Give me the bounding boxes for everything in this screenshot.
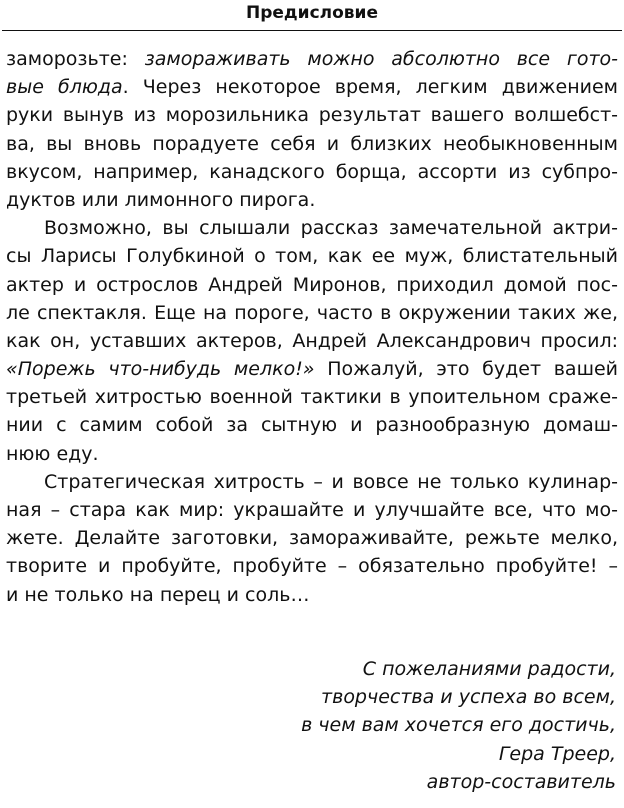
header-rule [2,30,622,31]
text-line: нии с самим собой за сытную и разнообразную домаш- [6,414,618,437]
closing-signature [16,655,616,796]
text-line: ная – стара как мир: украшайте и улучшайте все, что мо- [6,499,618,521]
italic-phrase: вые блюда [6,76,123,99]
text-line: Возможно, вы слышали рассказ замечательной актри- [44,217,618,240]
text-line: вкусом, например, канадского борща, ассорти из субпро- [6,160,618,183]
closing-line: С пожеланиями радости, [362,658,616,680]
text-line: заморозьте: замораживать можно абсолютно все гото- [6,48,618,70]
paragraph-1 [6,45,618,214]
italic-quote: «Порежь что-нибудь мелко!» [6,358,315,381]
text-line: «Порежь что-нибудь мелко!» Пожалуй, это будет вашей [6,358,618,381]
text-line: жете. Делайте заготовки, замораживайте, режьте мелко, [6,527,618,550]
italic-phrase: замораживать можно абсолютно все гото- [144,48,618,70]
text-line: сы Ларисы Голубкиной о том, как ее муж, блистательный [6,245,618,268]
text-line: руки вынув из морозильника результат вашего волшебст- [6,104,618,127]
text-line: актер и острослов Андрей Миронов, приходил домой пос- [6,273,618,296]
paragraph-2 [6,214,618,468]
text-line: и не только на перец и соль… [6,583,310,606]
closing-line: в чем вам хочется его достичь, [301,714,616,737]
text-line: ле спектакля. Еще на пороге, часто в окружении таких же, [6,301,618,324]
author-role: автор-составитель [426,770,616,793]
text-line: третьей хитростью военной тактики в упоительном сраже- [6,386,618,409]
running-head: Предисловие [246,3,378,23]
text-line: творите и пробуйте, пробуйте – обязательно пробуйте! – [6,555,618,578]
text-line: дуктов или лимонного пирога. [6,188,316,211]
text-line: нюю еду. [6,442,99,465]
text-line: Стратегическая хитрость – и вовсе не только кулинар- [44,470,618,493]
text-line: вые блюда. Через некоторое время, легким движением [6,76,618,99]
closing-line: творчества и успеха во всем, [321,686,616,709]
paragraph-3 [6,468,618,609]
body-text [6,45,618,609]
text-line: как он, уставших актеров, Андрей Александрович просил: [6,329,618,352]
author-name: Гера Треер, [498,742,616,765]
text-line: ва, вы вновь порадуете себя и близких необыкновенным [6,132,618,155]
